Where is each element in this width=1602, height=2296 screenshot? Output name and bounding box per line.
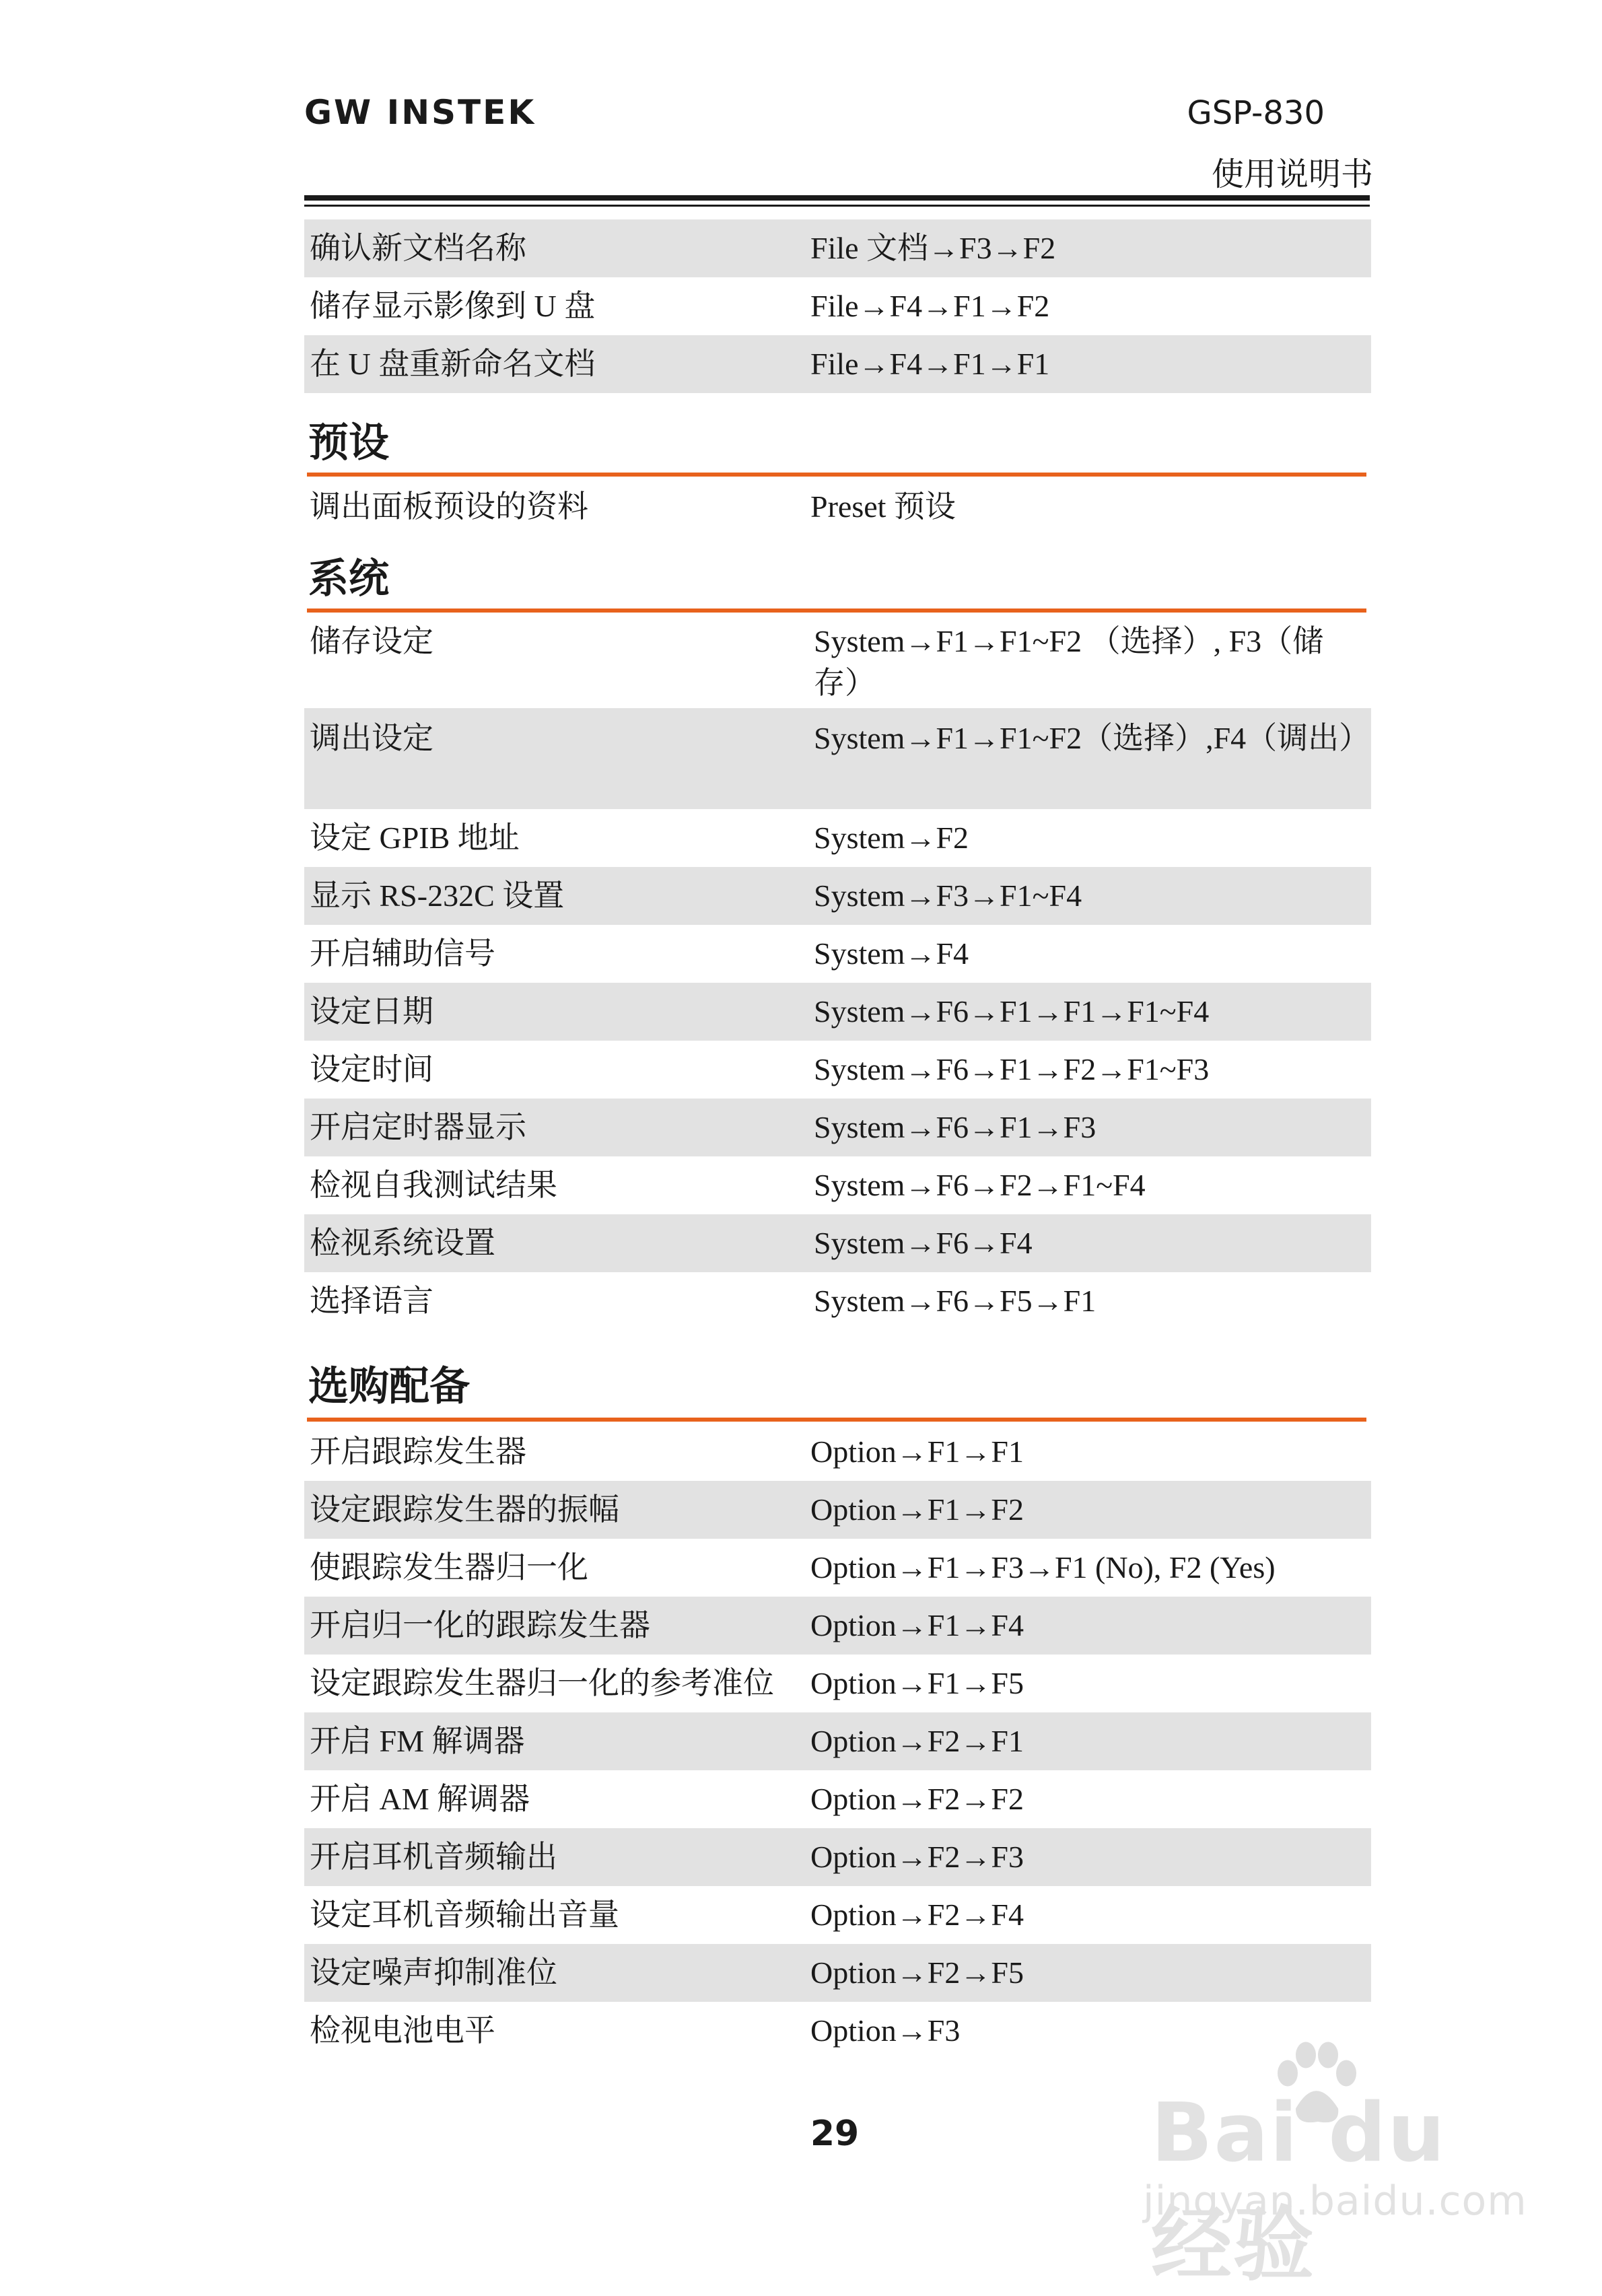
task-cell: 检视系统设置 (310, 1226, 495, 1260)
keys-cell: Option→F2→F2 (810, 1782, 1024, 1816)
options-table (304, 1423, 1371, 2060)
table-row (304, 614, 1371, 708)
watermark-brand: Bai du 经验 (1151, 2087, 1447, 2292)
keys-cell: System→F1→F1~F2 （选择）, F3（储存） (814, 624, 1324, 700)
section-rule (307, 1418, 1366, 1422)
section-heading-options: 选购配备 (308, 1364, 470, 1409)
keys-cell: System→F3→F1~F4 (814, 878, 1082, 913)
task-cell: 显示 RS-232C 设置 (310, 878, 565, 913)
file-table (304, 219, 1371, 393)
task-cell: 选择语言 (310, 1284, 433, 1318)
task-cell: 设定噪声抑制准位 (310, 1955, 557, 1990)
task-cell: 调出设定 (310, 721, 433, 755)
section-heading-system: 系统 (308, 557, 389, 601)
task-cell: 开启归一化的跟踪发生器 (310, 1608, 650, 1642)
task-cell: 在 U 盘重新命名文档 (310, 347, 596, 381)
table-row (304, 1539, 1371, 1597)
keys-cell: File→F4→F1→F1 (810, 347, 1050, 381)
table-row (304, 1423, 1371, 1481)
keys-cell: System→F6→F1→F2→F1~F3 (814, 1052, 1210, 1086)
task-cell: 储存显示影像到 U 盘 (310, 289, 596, 323)
section-heading-preset: 预设 (308, 421, 389, 465)
keys-cell: Option→F1→F1 (810, 1434, 1024, 1469)
table-row (304, 1655, 1371, 1712)
task-cell: 开启辅助信号 (310, 936, 495, 971)
header-rule-thin (304, 205, 1370, 207)
table-row (304, 219, 1371, 277)
brand-logo: GW INSTEK (304, 93, 536, 132)
table-row (304, 925, 1371, 983)
task-cell: 开启耳机音频输出 (310, 1840, 557, 1874)
table-row (304, 1597, 1371, 1655)
task-cell: 储存设定 (310, 624, 433, 658)
keys-cell: System→F2 (814, 821, 969, 855)
keys-cell: Option→F2→F1 (810, 1724, 1024, 1758)
keys-cell: System→F6→F5→F1 (814, 1284, 1096, 1318)
table-row (304, 1156, 1371, 1214)
task-cell: 设定日期 (310, 994, 433, 1029)
keys-cell: System→F6→F4 (814, 1226, 1033, 1260)
system-table (304, 614, 1371, 1330)
task-cell: 调出面板预设的资料 (310, 489, 588, 524)
keys-cell: Option→F2→F3 (810, 1840, 1024, 1874)
task-cell: 确认新文档名称 (310, 231, 526, 265)
table-row (304, 1770, 1371, 1828)
keys-cell: System→F6→F1→F1→F1~F4 (814, 994, 1210, 1029)
task-cell: 使跟踪发生器归一化 (310, 1550, 588, 1585)
table-row (304, 983, 1371, 1041)
table-row (304, 809, 1371, 867)
model-number: GSP-830 (1187, 94, 1325, 132)
table-row (304, 277, 1371, 335)
task-cell: 设定时间 (310, 1052, 433, 1086)
keys-cell: Option→F3 (810, 2013, 961, 2048)
task-cell: 开启 AM 解调器 (310, 1782, 530, 1816)
task-cell: 设定耳机音频输出音量 (310, 1898, 619, 1932)
watermark-url: jingyan.baidu.com (1143, 2178, 1527, 2225)
task-cell: 检视自我测试结果 (310, 1168, 557, 1202)
keys-cell: System→F4 (814, 936, 969, 971)
keys-cell: Option→F1→F3→F1 (No), F2 (Yes) (810, 1550, 1276, 1585)
keys-cell: File→F4→F1→F2 (810, 289, 1050, 323)
table-row (304, 1272, 1371, 1330)
table-row (304, 1214, 1371, 1272)
page-number: 29 (810, 2114, 860, 2154)
watermark (1138, 2033, 1541, 2292)
task-cell: 设定 GPIB 地址 (310, 821, 520, 855)
keys-cell: System→F6→F1→F3 (814, 1110, 1096, 1144)
table-row (304, 1886, 1371, 1944)
table-row (304, 1041, 1371, 1099)
table-row (304, 1481, 1371, 1539)
table-row (304, 335, 1371, 393)
task-cell: 开启定时器显示 (310, 1110, 526, 1144)
task-cell: 检视电池电平 (310, 2013, 495, 2048)
table-row (304, 867, 1371, 925)
task-cell: 设定跟踪发生器归一化的参考准位 (310, 1666, 774, 1700)
keys-cell: Option→F1→F4 (810, 1608, 1024, 1642)
table-row (304, 1099, 1371, 1156)
keys-cell: File 文档→F3→F2 (810, 231, 1056, 265)
keys-cell: Option→F2→F4 (810, 1898, 1024, 1932)
table-row (304, 478, 1371, 536)
table-row (304, 1944, 1371, 2002)
keys-cell: System→F1→F1~F2（选择）,F4（调出） (814, 721, 1370, 755)
table-row (304, 708, 1371, 809)
manual-title: 使用说明书 (1211, 155, 1373, 193)
keys-cell: System→F6→F2→F1~F4 (814, 1168, 1146, 1202)
task-cell: 开启跟踪发生器 (310, 1434, 526, 1469)
table-row (304, 1828, 1371, 1886)
preset-table (304, 478, 1371, 536)
section-rule (307, 608, 1366, 613)
keys-cell: Option→F2→F5 (810, 1955, 1024, 1990)
task-cell: 开启 FM 解调器 (310, 1724, 525, 1758)
keys-cell: Option→F1→F5 (810, 1666, 1024, 1700)
task-cell: 设定跟踪发生器的振幅 (310, 1492, 619, 1527)
keys-cell: Preset 预设 (810, 489, 956, 524)
table-row (304, 1712, 1371, 1770)
header-rule (304, 195, 1370, 201)
section-rule (307, 473, 1366, 477)
keys-cell: Option→F1→F2 (810, 1492, 1024, 1527)
